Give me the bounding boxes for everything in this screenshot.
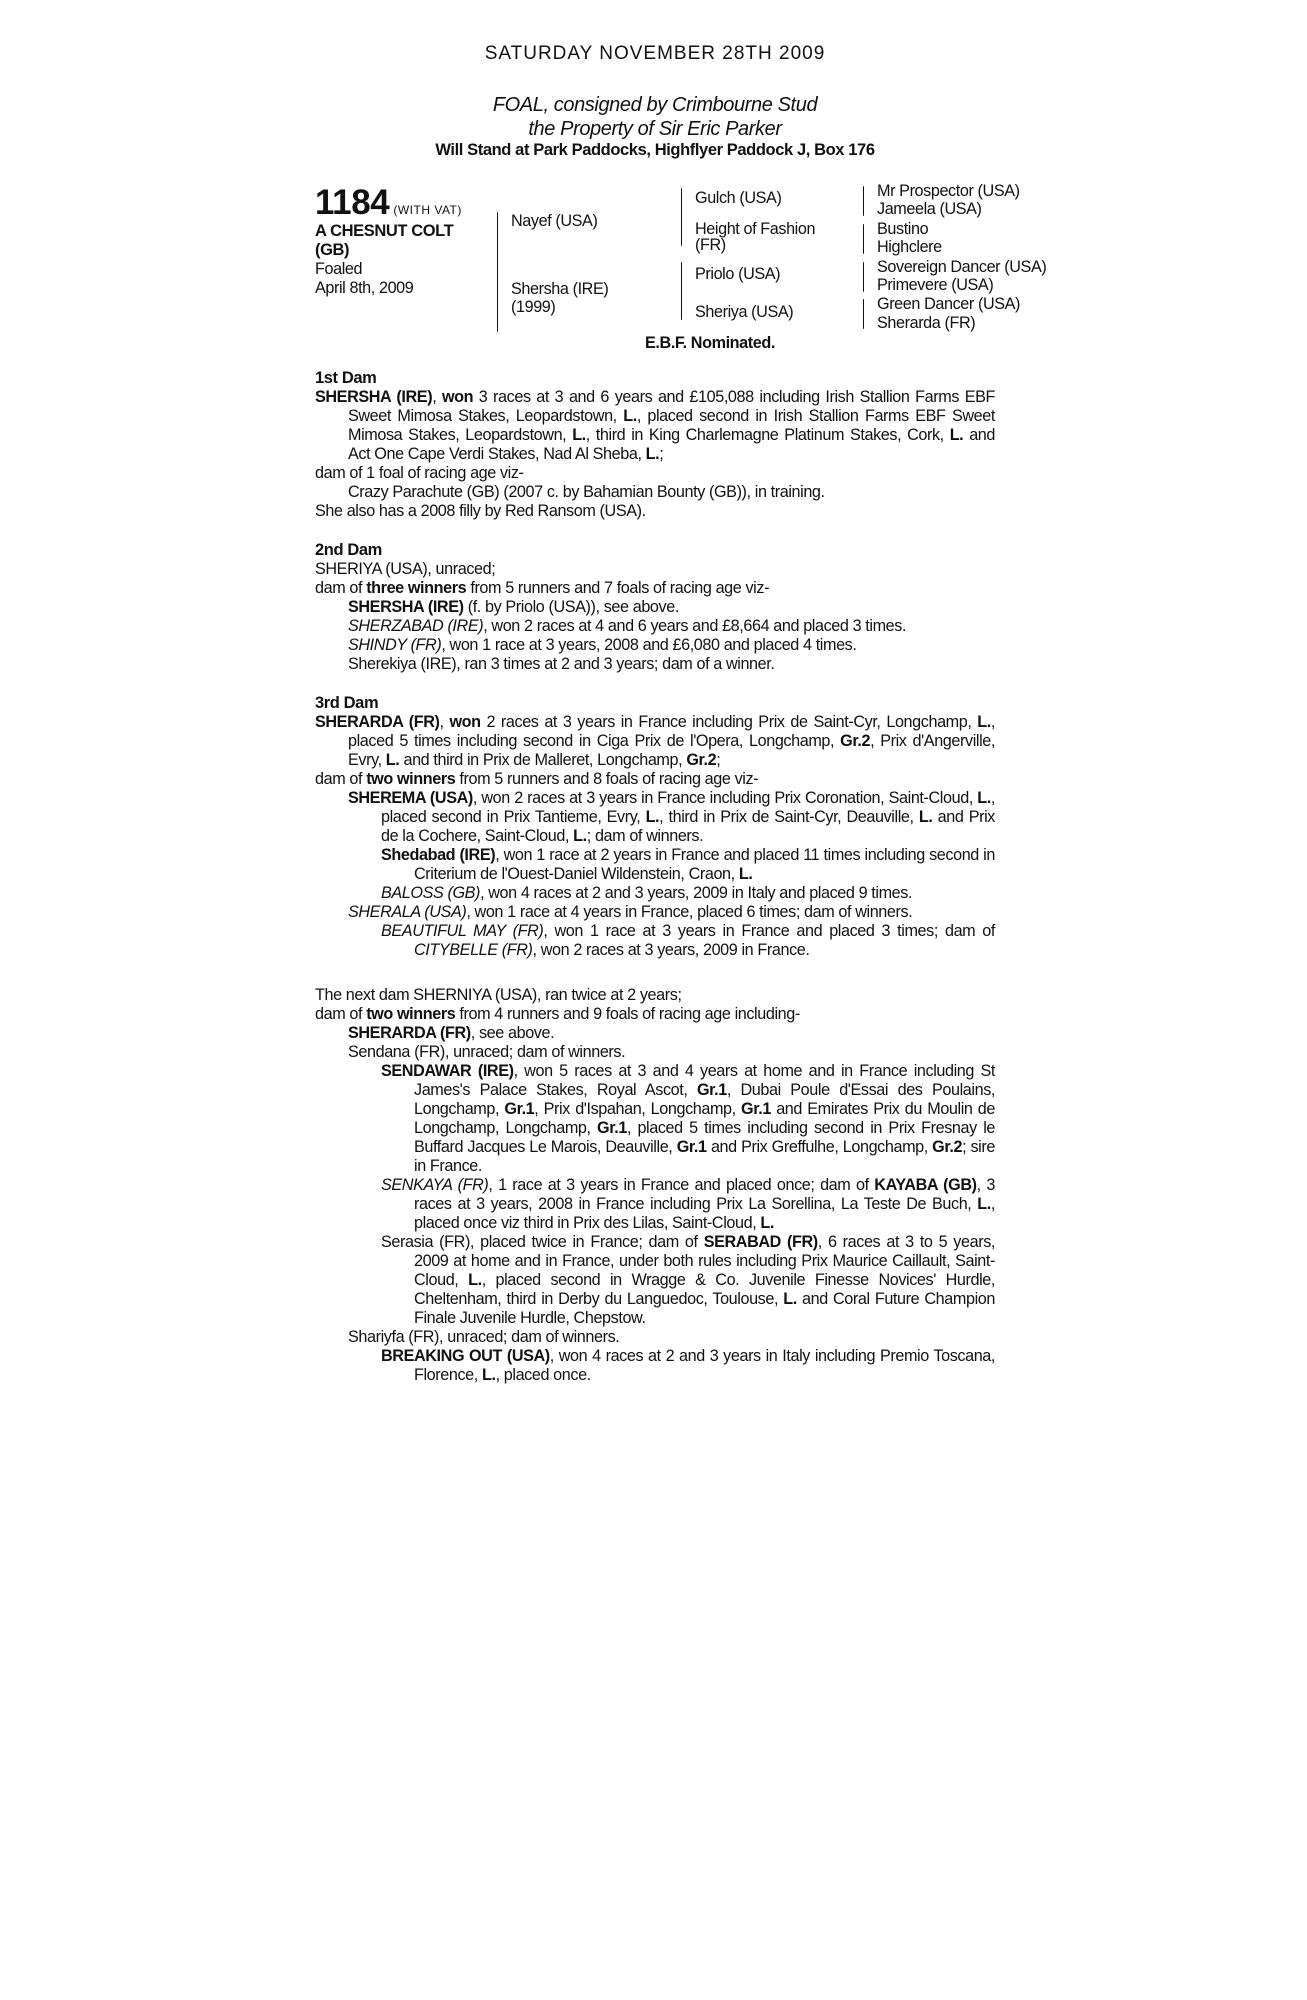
dam-sire-dam: Primevere (USA): [877, 276, 994, 294]
record-text: , won 2 races at 3 years, 2009 in France.: [532, 941, 810, 959]
sire-dam-brace: [497, 212, 498, 332]
produce-item: Sherekiya (IRE), ran 3 times at 2 and 3 years; dam of a winner.: [348, 655, 775, 673]
record-text: , Prix d'Ispahan, Longchamp,: [534, 1100, 742, 1118]
first-dam-produce-intro: dam of 1 foal of racing age viz-: [315, 464, 524, 482]
third-dam-name: SHERARDA (FR): [315, 713, 440, 731]
record-text: , 6 races at 3 to 5 years, 2009 at home and in France, under both rules including Prix Maurice Caillault, Saint-Cloud,: [414, 1233, 995, 1289]
listed-mark: L.: [977, 713, 991, 731]
catalogue-page: [315, 43, 1047, 1385]
horse-name: KAYABA (GB): [874, 1176, 977, 1194]
record-text: and Prix Greffulhe, Longchamp,: [706, 1138, 933, 1156]
listed-mark: L.: [949, 426, 964, 444]
produce-item: [315, 789, 995, 846]
record-text: , placed 5 times including second in Ciga Prix de l'Opera, Longchamp,: [348, 713, 995, 750]
listed-mark: L.: [573, 827, 587, 845]
consignor-line: FOAL, consigned by Crimbourne Stud: [492, 94, 818, 116]
gen3-brace-2: [863, 224, 864, 254]
record-text: , placed 5 times including second in Prix Fresnay le Buffard Jacques Le Marois, Deauville,: [414, 1119, 995, 1156]
record-text: , won 1 race at 3 years, 2008 and £6,080 and placed 4 times.: [441, 636, 857, 654]
record-text: , see above.: [470, 1024, 555, 1042]
record-text: and Emirates Prix du Moulin de Longchamp, Longchamp,: [414, 1100, 995, 1137]
listed-mark: L.: [385, 751, 400, 769]
pedigree-table: [315, 182, 1047, 352]
horse-name: SHERALA (USA): [348, 903, 467, 921]
horse-name: BEAUTIFUL MAY (FR): [381, 922, 544, 940]
first-dam-record: SHERSHA (IRE), won 3 races at 3 and 6 years and £105,088 including Irish Stallion Farms EBF Sweet Mimosa Stakes, Leopardstown, L., placed second in Irish Stallion Farms EBF Sweet Mimosa Stakes, Leopardstown, L., third in King Charlemagne Platinum Stakes, Cork, L. and Act One Cape Verdi Stakes, Nad Al Sheba, L.;: [315, 388, 996, 463]
third-dam-record: SHERARDA (FR), won 2 races at 3 years in France including Prix de Saint-Cyr, Longchamp, L., placed 5 times including second in Ciga Prix de l'Opera, Longchamp, Gr.2, Prix d'Angerville, Evry, L. and third in Prix de Malleret, Longchamp, Gr.2;: [315, 713, 995, 769]
record-text: dam of: [315, 579, 367, 597]
record-text: ; dam of winners.: [586, 827, 704, 845]
record-text: , 3 races at 3 years, 2008 in France including Prix La Sorellina, La Teste De Buch,: [414, 1176, 995, 1213]
produce-item: [315, 903, 995, 922]
produce-item: [315, 598, 995, 617]
record-text: , won 2 races at 3 years in France including Prix Coronation, Saint-Cloud,: [472, 789, 978, 807]
record-text: from 5 runners and 8 foals of racing age viz-: [455, 770, 759, 788]
dam-name: Shersha (IRE): [511, 280, 609, 298]
record-text: , placed second in Prix Tantieme, Evry,: [381, 789, 995, 826]
record-text: , won 4 races at 2 and 3 years in Italy including Premio Toscana, Florence,: [414, 1347, 996, 1384]
horse-name: SHEREMA (USA): [348, 789, 473, 807]
group-mark: Gr.2: [932, 1138, 963, 1156]
record-text: 3 races at 3 and 6 years and £105,088 including Irish Stallion Farms EBF Sweet Mimosa Stakes, Leopardstown,: [348, 388, 995, 425]
group-mark: Gr.1: [741, 1100, 771, 1118]
gen3-brace-1: [863, 186, 864, 216]
listed-mark: L.: [468, 1271, 482, 1289]
winners-count: two winners: [366, 1005, 456, 1023]
record-text: , third in Prix de Saint-Cyr, Deauville,: [659, 808, 919, 826]
record-text: , won 1 race at 2 years in France and placed 11 times including second in Criterium de l'Ouest-Daniel Wildenstein, Craon,: [414, 846, 995, 883]
foaled-date: April 8th, 2009: [315, 279, 414, 297]
record-text: , 1 race at 3 years in France and placed once; dam of: [488, 1176, 875, 1194]
horse-name: SHERSHA (IRE): [348, 598, 464, 616]
listed-mark: L.: [645, 808, 660, 826]
lot-description: A CHESNUT COLT: [315, 222, 454, 240]
sire-line-brace: [681, 188, 682, 246]
horse-name: SENDAWAR (IRE): [381, 1062, 514, 1080]
group-mark: Gr.1: [504, 1100, 535, 1118]
listed-mark: L.: [645, 445, 660, 463]
lot-description-country: (GB): [315, 241, 350, 259]
record-text: , won 1 race at 4 years in France, placed 6 times; dam of winners.: [466, 903, 913, 921]
listed-mark: L.: [481, 1366, 496, 1384]
dam-sire-sire: Sovereign Dancer (USA): [877, 258, 1047, 276]
winners-count: three winners: [366, 579, 467, 597]
record-text: and Coral Future Champion Finale Juvenile Hurdle, Chepstow.: [414, 1290, 995, 1327]
produce-item: [315, 636, 995, 655]
group-mark: Gr.2: [840, 732, 871, 750]
produce-item: [315, 617, 995, 636]
produce-item: [315, 1062, 995, 1176]
gen3-brace-4: [863, 299, 864, 329]
next-dam-section: [315, 986, 995, 1385]
sire-dam-sire: Bustino: [877, 220, 929, 238]
winners-count: two winners: [366, 770, 456, 788]
listed-mark: L.: [623, 407, 637, 425]
record-text: ;: [659, 445, 664, 463]
group-mark: Gr.2: [686, 751, 717, 769]
record-text: from 4 runners and 9 foals of racing age including-: [455, 1005, 800, 1023]
property-line: the Property of Sir Eric Parker: [528, 118, 782, 140]
horse-name: SHERARDA (FR): [348, 1024, 471, 1042]
first-dam-heading: 1st Dam: [315, 369, 377, 387]
listed-mark: L.: [977, 789, 991, 807]
produce-item: [315, 846, 995, 884]
dam-dam-dam: Sherarda (FR): [877, 314, 976, 332]
record-text: (f. by Priolo (USA)), see above.: [463, 598, 679, 616]
record-text: , placed second in Wragge & Co. Juvenile Finesse Novices' Hurdle, Cheltenham, third in Derby du Languedoc, Toulouse,: [414, 1271, 995, 1308]
second-dam-record: SHERIYA (USA), unraced;: [315, 560, 496, 578]
record-text: , placed once viz third in Prix des Lilas, Saint-Cloud,: [414, 1195, 995, 1232]
produce-item: [315, 1024, 995, 1043]
record-text: and third in Prix de Malleret, Longchamp,: [399, 751, 687, 769]
second-dam-heading: 2nd Dam: [315, 541, 382, 559]
horse-name: SERABAD (FR): [703, 1233, 818, 1251]
produce-item: [315, 1347, 995, 1385]
record-text: ; sire in France.: [414, 1138, 995, 1175]
record-text: , won 1 race at 3 years in France and placed 3 times; dam of: [543, 922, 995, 940]
horse-name: SENKAYA (FR): [381, 1176, 489, 1194]
group-mark: Gr.1: [676, 1138, 707, 1156]
stand-location: Will Stand at Park Paddocks, Highflyer Paddock J, Box 176: [435, 141, 875, 159]
horse-name: BREAKING OUT (USA): [381, 1347, 550, 1365]
record-text: dam of: [315, 770, 367, 788]
won-label: won: [441, 388, 474, 406]
record-text: ;: [716, 751, 721, 769]
won-label: won: [449, 713, 481, 731]
dam-sire: Priolo (USA): [695, 265, 781, 283]
vat-label: (WITH VAT): [393, 203, 462, 217]
first-dam-also: She also has a 2008 filly by Red Ransom (USA).: [315, 502, 646, 520]
third-dam-heading: 3rd Dam: [315, 694, 379, 712]
lot-info: [315, 184, 462, 298]
record-text: , third in King Charlemagne Platinum Stakes, Cork,: [585, 426, 950, 444]
record-text: from 5 runners and 7 foals of racing age viz-: [466, 579, 770, 597]
next-dam-produce-intro: [315, 1005, 995, 1024]
record-text: , placed second in Irish Stallion Farms EBF Sweet Mimosa Stakes, Leopardstown,: [348, 407, 995, 444]
second-dam-section: [315, 541, 995, 674]
listed-mark: L.: [977, 1195, 991, 1213]
sire: Nayef (USA): [511, 212, 598, 230]
first-dam-foal: Crazy Parachute (GB) (2007 c. by Bahamian Bounty (GB)), in training.: [348, 483, 825, 501]
second-dam-produce-intro: [315, 579, 995, 598]
record-text: , won 2 races at 4 and 6 years and £8,664 and placed 3 times.: [483, 617, 907, 635]
sale-date: SATURDAY NOVEMBER 28TH 2009: [484, 43, 826, 64]
sire-dam-line2: (FR): [695, 236, 726, 254]
produce-item: [315, 1233, 995, 1328]
ebf-nominated: E.B.F. Nominated.: [645, 334, 775, 352]
listed-mark: L.: [572, 426, 586, 444]
foaled-label: Foaled: [315, 260, 363, 278]
produce-item: Shariyfa (FR), unraced; dam of winners.: [348, 1328, 620, 1346]
record-text: , won 4 races at 2 and 3 years, 2009 in Italy and placed 9 times.: [480, 884, 913, 902]
dam-line-brace: [681, 262, 682, 320]
record-text: and Prix de la Cochere, Saint-Cloud,: [381, 808, 995, 845]
listed-mark: L.: [760, 1214, 774, 1232]
listed-mark: L.: [783, 1290, 797, 1308]
produce-item: [315, 922, 995, 960]
record-text: Serasia (FR), placed twice in France; dam of: [381, 1233, 704, 1251]
sire-dam-dam: Highclere: [877, 238, 942, 256]
sire-sire-dam: Jameela (USA): [877, 200, 982, 218]
horse-name: BALOSS (GB): [381, 884, 481, 902]
listed-mark: L.: [738, 865, 753, 883]
dam-dam-sire: Green Dancer (USA): [877, 295, 1021, 313]
record-text: , Prix d'Angerville, Evry,: [348, 732, 995, 769]
record-text: dam of: [315, 1005, 367, 1023]
record-text: , won 5 races at 3 and 4 years at home and in France including St James's Palace Stakes, Royal Ascot,: [414, 1062, 995, 1099]
produce-item: [315, 884, 995, 903]
lot-number: 1184: [315, 183, 390, 222]
record-text: , Dubai Poule d'Essai des Poulains, Longchamp,: [414, 1081, 995, 1118]
record-text: and Act One Cape Verdi Stakes, Nad Al Sheba,: [348, 426, 996, 463]
horse-name: SHINDY (FR): [348, 636, 442, 654]
next-dam-record: The next dam SHERNIYA (USA), ran twice at 2 years;: [315, 986, 682, 1004]
group-mark: Gr.1: [597, 1119, 627, 1137]
horse-name: CITYBELLE (FR): [414, 941, 533, 959]
third-dam-section: [315, 694, 995, 960]
sire-dam-line1: Height of Fashion: [695, 220, 816, 238]
record-text: , placed once.: [495, 1366, 591, 1384]
group-mark: Gr.1: [696, 1081, 727, 1099]
horse-name: SHERZABAD (IRE): [348, 617, 484, 635]
produce-item: Sendana (FR), unraced; dam of winners.: [348, 1043, 626, 1061]
sire-sire: Gulch (USA): [695, 189, 782, 207]
third-dam-produce-intro: [315, 770, 995, 789]
dam-year: (1999): [511, 298, 556, 316]
first-dam-name: SHERSHA (IRE): [315, 388, 433, 406]
first-dam-section: [315, 369, 995, 521]
produce-item: [315, 1176, 995, 1233]
gen3-brace-3: [863, 262, 864, 292]
record-text: 2 races at 3 years in France including Prix de Saint-Cyr, Longchamp,: [480, 713, 978, 731]
sire-sire-sire: Mr Prospector (USA): [877, 182, 1020, 200]
dam-dam: Sheriya (USA): [695, 303, 794, 321]
horse-name: Shedabad (IRE): [381, 846, 496, 864]
listed-mark: L.: [918, 808, 933, 826]
